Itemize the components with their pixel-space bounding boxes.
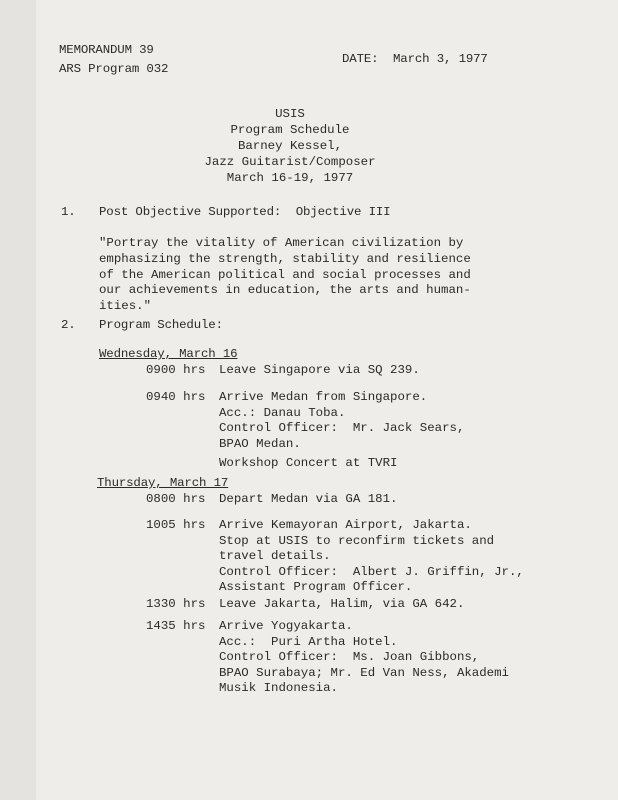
objective-quote: "Portray the vitality of American civilization by emphasizing the strength, stability and resilience of the American political and social processes and our achievements in education, the arts and human- ities." xyxy=(99,236,471,314)
memo-number: MEMORANDUM 39 xyxy=(59,43,154,57)
title-artist-role: Jazz Guitarist/Composer xyxy=(204,155,376,169)
title-document: Program Schedule xyxy=(230,123,350,137)
entry-text: Leave Singapore via SQ 239. xyxy=(219,363,420,377)
entry-text: Arrive Yogyakarta. Acc.: Puri Artha Hotel. Control Officer: Ms. Joan Gibbons, BPAO Surabaya; Mr. Ed Van Ness, Akademi Musik Indonesia. xyxy=(219,619,509,695)
entry-time: 1435 hrs xyxy=(146,619,206,633)
section-1-heading: Post Objective Supported: Objective III xyxy=(99,205,391,219)
title-agency: USIS xyxy=(275,107,305,121)
section-1-number: 1. xyxy=(61,205,76,219)
day-header-wednesday: Wednesday, March 16 xyxy=(99,347,238,361)
day-header-thursday: Thursday, March 17 xyxy=(97,476,229,490)
section-2-number: 2. xyxy=(61,318,76,332)
entry-time: 1005 hrs xyxy=(146,518,206,532)
entry-time: 0900 hrs xyxy=(146,363,206,377)
entry-text: Depart Medan via GA 181. xyxy=(219,492,398,506)
entry-time: 0800 hrs xyxy=(146,492,206,506)
section-2-heading: Program Schedule: xyxy=(99,318,223,332)
entry-text: Arrive Kemayoran Airport, Jakarta. Stop at USIS to reconfirm tickets and travel details. Control Officer: Albert J. Griffin, Jr., Assistant Program Officer. xyxy=(219,518,524,594)
title-artist: Barney Kessel, xyxy=(237,139,343,153)
memo-date: DATE: March 3, 1977 xyxy=(342,52,488,66)
entry-time: 0940 hrs xyxy=(146,390,206,404)
program-number: ARS Program 032 xyxy=(59,62,169,76)
entry-text: Arrive Medan from Singapore. Acc.: Danau Toba. Control Officer: Mr. Jack Sears, BPAO Medan. xyxy=(219,390,465,451)
title-dates: March 16-19, 1977 xyxy=(226,171,354,185)
entry-time: 1330 hrs xyxy=(146,597,206,611)
entry-text: Workshop Concert at TVRI xyxy=(219,456,398,470)
entry-text: Leave Jakarta, Halim, via GA 642. xyxy=(219,597,465,611)
